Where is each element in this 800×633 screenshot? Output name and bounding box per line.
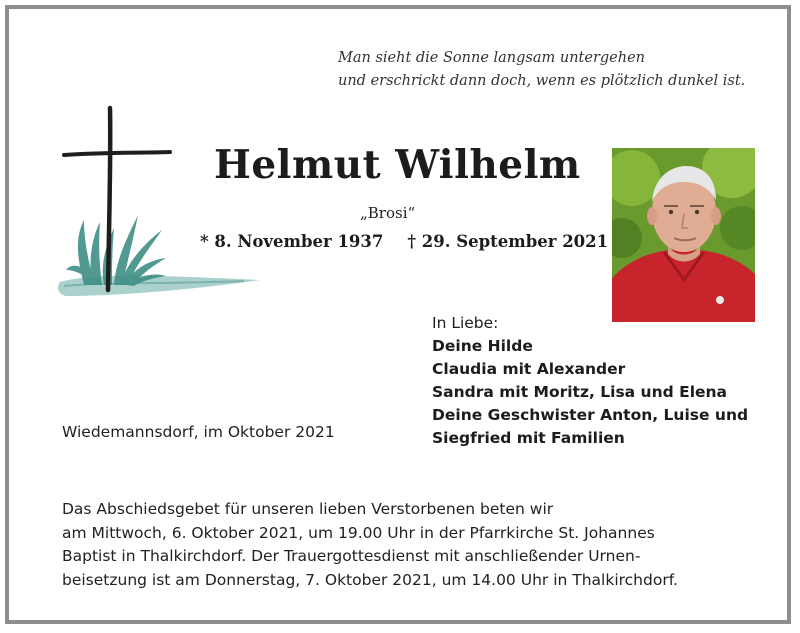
funeral-notice	[62, 498, 678, 592]
notice-line: am Mittwoch, 6. Oktober 2021, um 19.00 Uhr in der Pfarrkirche St. Johannes	[62, 523, 655, 542]
mourners-intro: In Liebe:	[432, 314, 499, 332]
portrait-photo	[612, 148, 755, 322]
deceased-name: Helmut Wilhelm	[214, 142, 581, 188]
mourner-line: Deine Geschwister Anton, Luise und	[432, 406, 749, 424]
mourner-line: Siegfried mit Familien	[432, 429, 625, 447]
mourner-line: Deine Hilde	[432, 337, 533, 355]
mourner-line: Claudia mit Alexander	[432, 360, 626, 378]
place-and-date: Wiedemannsdorf, im Oktober 2021	[62, 423, 335, 441]
death-date: † 29. September 2021	[407, 232, 609, 251]
notice-line: beisetzung ist am Donnerstag, 7. Oktober 2021, um 14.00 Uhr in Thalkirchdorf.	[62, 570, 678, 589]
quote-line-1: Man sieht die Sonne langsam untergehen	[338, 50, 645, 66]
memorial-quote	[338, 47, 745, 93]
deceased-nickname: „Brosi“	[360, 204, 416, 222]
life-dates	[200, 232, 608, 251]
quote-line-2: und erschrickt dann doch, wenn es plötzlich dunkel ist.	[338, 73, 746, 89]
notice-line: Baptist in Thalkirchdorf. Der Trauergottesdienst mit anschließender Urnen-	[62, 547, 641, 565]
mourner-line: Sandra mit Moritz, Lisa und Elena	[432, 383, 728, 401]
notice-line: Das Abschiedsgebet für unseren lieben Verstorbenen beten wir	[62, 500, 554, 518]
cross-with-grass-icon	[54, 100, 269, 305]
birth-date: * 8. November 1937	[200, 232, 384, 251]
mourners-list	[432, 312, 748, 450]
